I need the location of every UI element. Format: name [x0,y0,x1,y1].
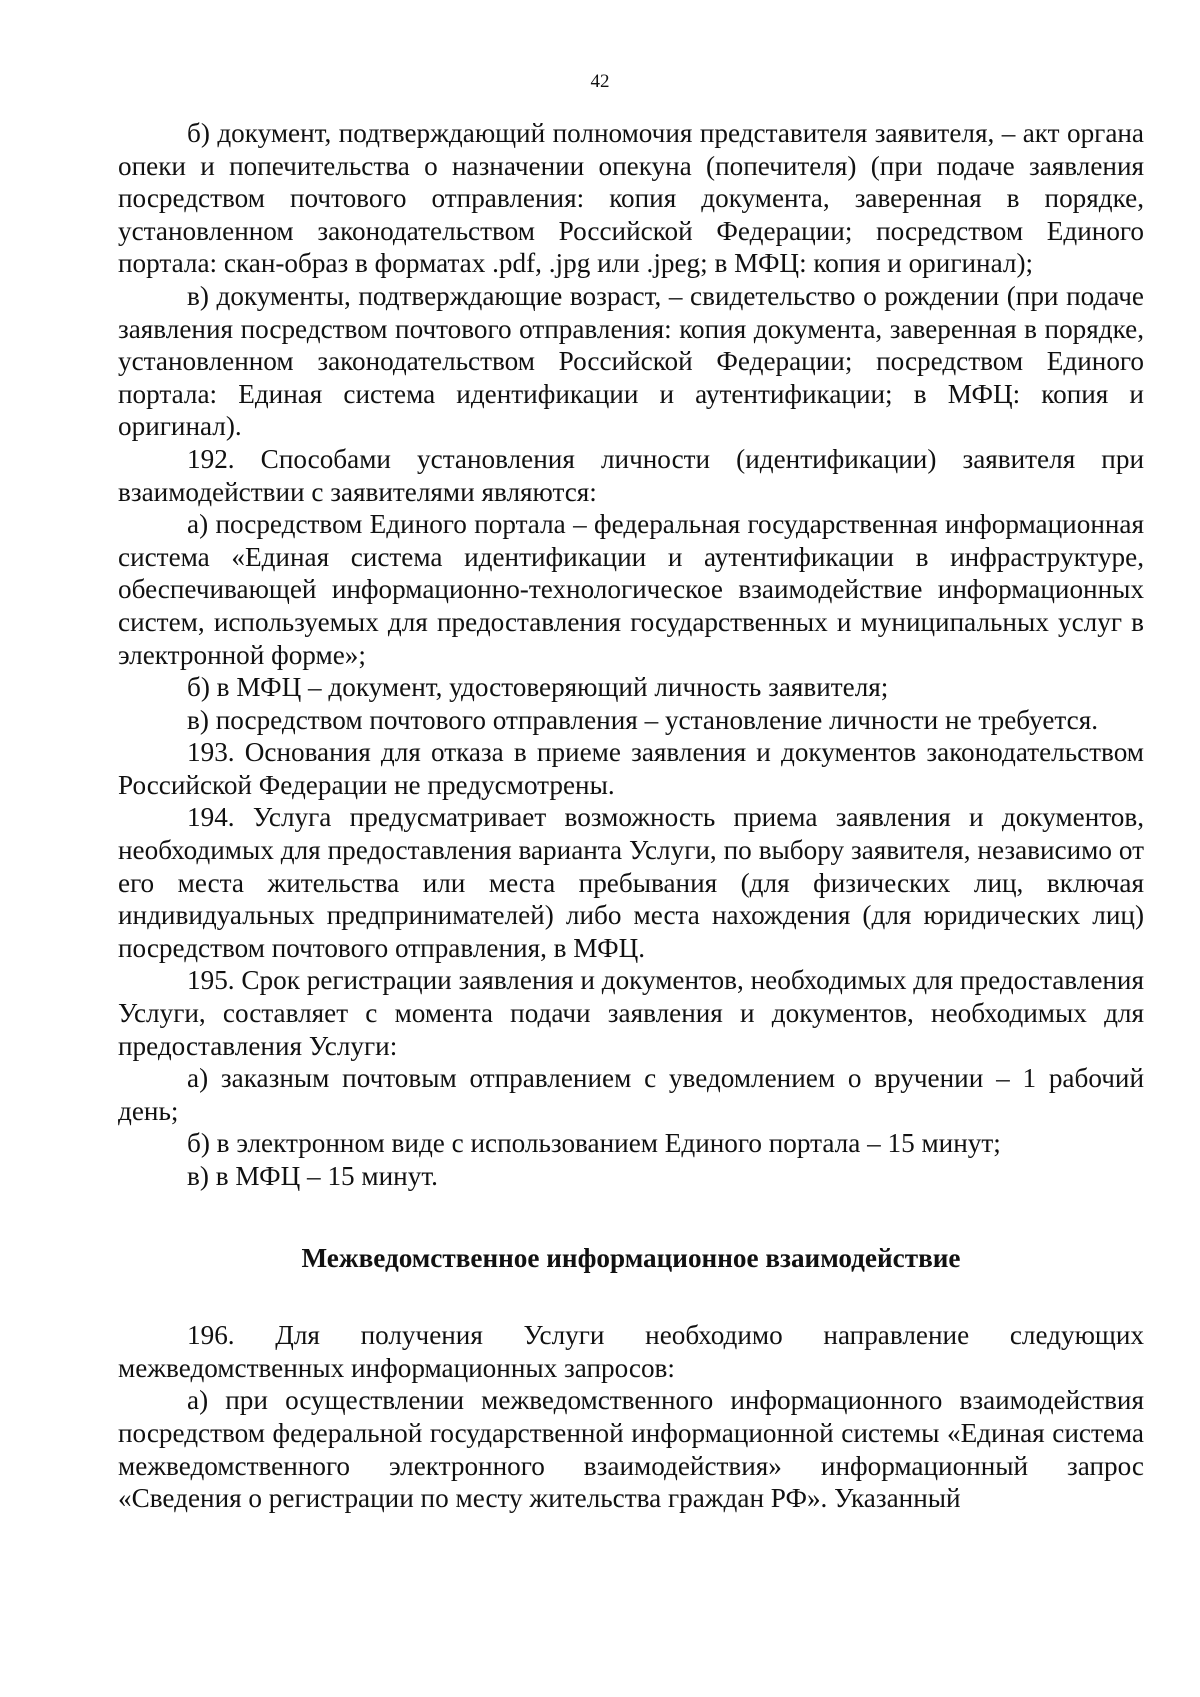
paragraph-194: 194. Услуга предусматривает возможность приема заявления и документов, необходимых для предоставления варианта Услуги, по выбору заявителя, независимо от его места жительства или места пребывания (для физических лиц, включая индивидуальных предпринимателей) либо места нахождения (для юридических лиц) посредством почтового отправления, в МФЦ. [118,802,1144,963]
paragraph-196-a: а) при осуществлении межведомственного информационного взаимодействия посредством федеральной государственной информационной системы «Единая система межведомственного электронного взаимодействия» информационный запрос «Сведения о регистрации по месту жительства граждан РФ». Указанный [118,1385,1144,1514]
paragraph-192: 192. Способами установления личности (идентификации) заявителя при взаимодействии с заявителями являются: [118,443,1144,507]
paragraph-195-a: а) заказным почтовым отправлением с уведомлением о вручении – 1 рабочий день; [118,1063,1144,1126]
paragraph-195: 195. Срок регистрации заявления и документов, необходимых для предоставления Услуги, составляет с момента подачи заявления и документов, необходимых для предоставления Услуги: [118,965,1144,1061]
section-heading: Межведомственное информационное взаимодействие [301,1242,961,1273]
paragraph-195-v: в) в МФЦ – 15 минут. [187,1161,438,1191]
paragraph-195-b: б) в электронном виде с использованием Единого портала – 15 минут; [187,1128,1001,1159]
paragraph-192-b: б) в МФЦ – документ, удостоверяющий личность заявителя; [187,672,889,703]
paragraph-192-a: а) посредством Единого портала – федеральная государственная информационная система «Единая система идентификации и аутентификации в инфраструктуре, обеспечивающей информационно-технологическое взаимодействие информационных систем, используемых для предоставления государственных и муниципальных услуг в электронной форме»; [118,509,1144,670]
paragraph-representative-document: б) документ, подтверждающий полномочия представителя заявителя, – акт органа опеки и попечительства о назначении опекуна (попечителя) (при подаче заявления посредством почтового отправления: копия документа, заверенная в порядке, установленном законодательством Российской Федерации; посредством Единого портала: скан-образ в форматах .pdf, .jpg или .jpeg; в МФЦ: копия и оригинал); [118,118,1144,279]
document-body [118,117,1144,1515]
page-number: 42 [590,71,610,92]
paragraph-193: 193. Основания для отказа в приеме заявления и документов законодательством Российской Федерации не предусмотрены. [118,737,1144,800]
paragraph-age-documents: в) документы, подтверждающие возраст, – свидетельство о рождении (при подаче заявления посредством почтового отправления: копия документа, заверенная в порядке, установленном законодательством Российской Федерации; посредством Единого портала: Единая система идентификации и аутентификации; в МФЦ: копия и оригинал). [118,280,1144,442]
paragraph-196: 196. Для получения Услуги необходимо направление следующих межведомственных информационных запросов: [118,1320,1144,1383]
paragraph-192-v: в) посредством почтового отправления – установление личности не требуется. [187,704,1098,735]
